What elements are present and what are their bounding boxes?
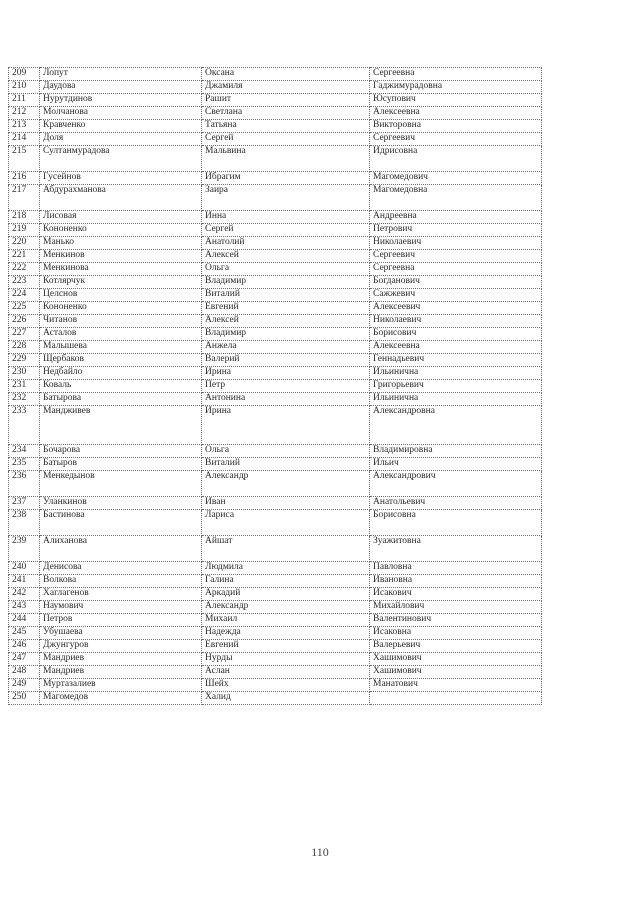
row-number: 226 <box>9 315 40 328</box>
surname-cell: Наумович <box>40 601 202 614</box>
surname-cell: Петров <box>40 614 202 627</box>
first-name-cell: Людмила <box>202 562 370 575</box>
first-name-cell: Светлана <box>202 107 370 120</box>
first-name-cell: Михаил <box>202 614 370 627</box>
first-name-cell: Нурды <box>202 653 370 666</box>
table-row <box>9 107 542 120</box>
patronymic-cell: Сергеевич <box>370 250 542 263</box>
first-name-cell: Халид <box>202 692 370 705</box>
surname-cell: Лисовая <box>40 211 202 224</box>
first-name-cell: Джамиля <box>202 81 370 94</box>
row-number: 241 <box>9 575 40 588</box>
surname-cell: Батырова <box>40 393 202 406</box>
patronymic-cell: Ильич <box>370 458 542 471</box>
surname-cell: Мандриев <box>40 666 202 679</box>
row-number: 231 <box>9 380 40 393</box>
surname-cell: Манько <box>40 237 202 250</box>
surname-cell: Нурутдинов <box>40 94 202 107</box>
first-name-cell: Рашит <box>202 94 370 107</box>
row-number: 240 <box>9 562 40 575</box>
table-row <box>9 133 542 146</box>
surname-cell: Малышева <box>40 341 202 354</box>
patronymic-cell: Гаджимурадовна <box>370 81 542 94</box>
first-name-cell: Валерий <box>202 354 370 367</box>
first-name-cell: Сергей <box>202 224 370 237</box>
names-table-body <box>9 68 542 705</box>
patronymic-cell: Михайлович <box>370 601 542 614</box>
row-number: 245 <box>9 627 40 640</box>
table-row <box>9 211 542 224</box>
table-row <box>9 224 542 237</box>
surname-cell: Кононенко <box>40 302 202 315</box>
table-row <box>9 627 542 640</box>
first-name-cell: Надежда <box>202 627 370 640</box>
surname-cell: Бастинова <box>40 510 202 536</box>
patronymic-cell: Викторовна <box>370 120 542 133</box>
first-name-cell: Аслан <box>202 666 370 679</box>
table-row <box>9 250 542 263</box>
patronymic-cell: Сергеевич <box>370 133 542 146</box>
surname-cell: Муртазалиев <box>40 679 202 692</box>
row-number: 214 <box>9 133 40 146</box>
surname-cell: Менкедынов <box>40 471 202 497</box>
surname-cell: Коваль <box>40 380 202 393</box>
first-name-cell: Ибрагим <box>202 172 370 185</box>
row-number: 243 <box>9 601 40 614</box>
table-row <box>9 172 542 185</box>
patronymic-cell: Николаевич <box>370 237 542 250</box>
first-name-cell: Татьяна <box>202 120 370 133</box>
surname-cell: Кононенко <box>40 224 202 237</box>
row-number: 248 <box>9 666 40 679</box>
surname-cell: Магомедов <box>40 692 202 705</box>
surname-cell: Мандживев <box>40 406 202 445</box>
patronymic-cell: Зуажитовна <box>370 536 542 562</box>
row-number: 238 <box>9 510 40 536</box>
first-name-cell: Виталий <box>202 289 370 302</box>
first-name-cell: Ольга <box>202 263 370 276</box>
table-row <box>9 471 542 497</box>
table-row <box>9 315 542 328</box>
row-number: 221 <box>9 250 40 263</box>
surname-cell: Менкинов <box>40 250 202 263</box>
first-name-cell: Антонина <box>202 393 370 406</box>
patronymic-cell: Андреевна <box>370 211 542 224</box>
row-number: 228 <box>9 341 40 354</box>
row-number: 219 <box>9 224 40 237</box>
row-number: 211 <box>9 94 40 107</box>
patronymic-cell: Владимировна <box>370 445 542 458</box>
surname-cell: Целснов <box>40 289 202 302</box>
first-name-cell: Ирина <box>202 406 370 445</box>
first-name-cell: Алексей <box>202 315 370 328</box>
table-row <box>9 575 542 588</box>
surname-cell: Даудова <box>40 81 202 94</box>
surname-cell: Котлярчук <box>40 276 202 289</box>
patronymic-cell: Ивановна <box>370 575 542 588</box>
row-number: 223 <box>9 276 40 289</box>
table-row <box>9 640 542 653</box>
row-number: 249 <box>9 679 40 692</box>
patronymic-cell: Сергеевна <box>370 263 542 276</box>
patronymic-cell: Анатольевич <box>370 497 542 510</box>
row-number: 242 <box>9 588 40 601</box>
surname-cell: Убушаева <box>40 627 202 640</box>
first-name-cell: Галина <box>202 575 370 588</box>
row-number: 212 <box>9 107 40 120</box>
table-row <box>9 666 542 679</box>
row-number: 209 <box>9 68 40 81</box>
table-row <box>9 185 542 211</box>
surname-cell: Уланкинов <box>40 497 202 510</box>
patronymic-cell <box>370 692 542 705</box>
patronymic-cell: Сажжевич <box>370 289 542 302</box>
table-row <box>9 341 542 354</box>
table-row <box>9 692 542 705</box>
row-number: 232 <box>9 393 40 406</box>
table-row <box>9 367 542 380</box>
row-number: 225 <box>9 302 40 315</box>
patronymic-cell: Валерьевич <box>370 640 542 653</box>
row-number: 237 <box>9 497 40 510</box>
table-row <box>9 94 542 107</box>
row-number: 227 <box>9 328 40 341</box>
row-number: 247 <box>9 653 40 666</box>
surname-cell: Кравченко <box>40 120 202 133</box>
row-number: 246 <box>9 640 40 653</box>
page-number: 110 <box>311 845 329 859</box>
patronymic-cell: Ильинична <box>370 393 542 406</box>
patronymic-cell: Исаковна <box>370 627 542 640</box>
first-name-cell: Шейх <box>202 679 370 692</box>
table-row <box>9 289 542 302</box>
patronymic-cell: Петрович <box>370 224 542 237</box>
patronymic-cell: Александрович <box>370 471 542 497</box>
table-row <box>9 601 542 614</box>
surname-cell: Мандриев <box>40 653 202 666</box>
table-row <box>9 510 542 536</box>
first-name-cell: Алексей <box>202 250 370 263</box>
row-number: 233 <box>9 406 40 445</box>
row-number: 220 <box>9 237 40 250</box>
row-number: 216 <box>9 172 40 185</box>
patronymic-cell: Александровна <box>370 406 542 445</box>
first-name-cell: Анжела <box>202 341 370 354</box>
row-number: 244 <box>9 614 40 627</box>
first-name-cell: Евгений <box>202 302 370 315</box>
surname-cell: Бочарова <box>40 445 202 458</box>
first-name-cell: Инна <box>202 211 370 224</box>
patronymic-cell: Богданович <box>370 276 542 289</box>
patronymic-cell: Алексеевич <box>370 302 542 315</box>
surname-cell: Алиханова <box>40 536 202 562</box>
surname-cell: Батыров <box>40 458 202 471</box>
first-name-cell: Аркадий <box>202 588 370 601</box>
row-number: 213 <box>9 120 40 133</box>
patronymic-cell: Исакович <box>370 588 542 601</box>
patronymic-cell: Хашимович <box>370 666 542 679</box>
table-row <box>9 458 542 471</box>
row-number: 229 <box>9 354 40 367</box>
first-name-cell: Айшат <box>202 536 370 562</box>
table-row <box>9 302 542 315</box>
patronymic-cell: Идрисовна <box>370 146 542 172</box>
row-number: 210 <box>9 81 40 94</box>
patronymic-cell: Магомедовна <box>370 185 542 211</box>
patronymic-cell: Манатович <box>370 679 542 692</box>
first-name-cell: Ольга <box>202 445 370 458</box>
patronymic-cell: Юсупович <box>370 94 542 107</box>
table-row <box>9 68 542 81</box>
first-name-cell: Петр <box>202 380 370 393</box>
first-name-cell: Владимир <box>202 276 370 289</box>
surname-cell: Джунгуров <box>40 640 202 653</box>
patronymic-cell: Павловна <box>370 562 542 575</box>
table-row <box>9 81 542 94</box>
row-number: 230 <box>9 367 40 380</box>
table-row <box>9 614 542 627</box>
first-name-cell: Иван <box>202 497 370 510</box>
surname-cell: Лопут <box>40 68 202 81</box>
table-row <box>9 445 542 458</box>
first-name-cell: Виталий <box>202 458 370 471</box>
row-number: 239 <box>9 536 40 562</box>
table-row <box>9 146 542 172</box>
table-row <box>9 328 542 341</box>
row-number: 224 <box>9 289 40 302</box>
table-row <box>9 263 542 276</box>
table-row <box>9 536 542 562</box>
table-row <box>9 497 542 510</box>
first-name-cell: Сергей <box>202 133 370 146</box>
surname-cell: Читанов <box>40 315 202 328</box>
patronymic-cell: Борисовна <box>370 510 542 536</box>
first-name-cell: Заира <box>202 185 370 211</box>
patronymic-cell: Григорьевич <box>370 380 542 393</box>
patronymic-cell: Геннадьевич <box>370 354 542 367</box>
table-row <box>9 276 542 289</box>
surname-cell: Менкинова <box>40 263 202 276</box>
first-name-cell: Александр <box>202 471 370 497</box>
surname-cell: Молчанова <box>40 107 202 120</box>
surname-cell: Недбайло <box>40 367 202 380</box>
first-name-cell: Ирина <box>202 367 370 380</box>
row-number: 222 <box>9 263 40 276</box>
row-number: 218 <box>9 211 40 224</box>
patronymic-cell: Сергеевна <box>370 68 542 81</box>
surname-cell: Абдурахманова <box>40 185 202 211</box>
first-name-cell: Мальвина <box>202 146 370 172</box>
first-name-cell: Оксана <box>202 68 370 81</box>
row-number: 217 <box>9 185 40 211</box>
surname-cell: Щербаков <box>40 354 202 367</box>
first-name-cell: Лариса <box>202 510 370 536</box>
first-name-cell: Александр <box>202 601 370 614</box>
first-name-cell: Владимир <box>202 328 370 341</box>
surname-cell: Гусейнов <box>40 172 202 185</box>
row-number: 235 <box>9 458 40 471</box>
patronymic-cell: Николаевич <box>370 315 542 328</box>
row-number: 236 <box>9 471 40 497</box>
row-number: 250 <box>9 692 40 705</box>
patronymic-cell: Валентинович <box>370 614 542 627</box>
table-row <box>9 380 542 393</box>
patronymic-cell: Ильинична <box>370 367 542 380</box>
first-name-cell: Евгений <box>202 640 370 653</box>
names-table <box>8 67 542 705</box>
surname-cell: Доля <box>40 133 202 146</box>
patronymic-cell: Хашимович <box>370 653 542 666</box>
table-row <box>9 354 542 367</box>
patronymic-cell: Борисович <box>370 328 542 341</box>
table-row <box>9 562 542 575</box>
surname-cell: Волкова <box>40 575 202 588</box>
table-row <box>9 120 542 133</box>
surname-cell: Денисова <box>40 562 202 575</box>
table-row <box>9 237 542 250</box>
surname-cell: Султанмурадова <box>40 146 202 172</box>
table-row <box>9 653 542 666</box>
table-row <box>9 393 542 406</box>
patronymic-cell: Магомедович <box>370 172 542 185</box>
surname-cell: Хаглагенов <box>40 588 202 601</box>
first-name-cell: Анатолий <box>202 237 370 250</box>
row-number: 234 <box>9 445 40 458</box>
table-row <box>9 406 542 445</box>
patronymic-cell: Алексеевна <box>370 341 542 354</box>
table-row <box>9 679 542 692</box>
row-number: 215 <box>9 146 40 172</box>
patronymic-cell: Алексеевна <box>370 107 542 120</box>
table-row <box>9 588 542 601</box>
surname-cell: Асталов <box>40 328 202 341</box>
